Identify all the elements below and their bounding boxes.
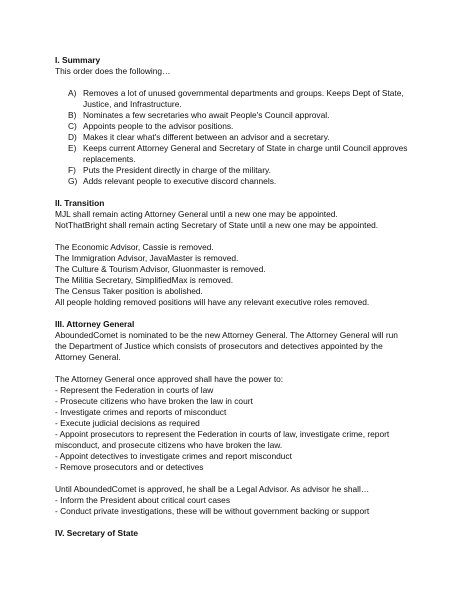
- item-marker: G): [68, 176, 78, 186]
- attorney-paragraph: AboundedComet is nominated to be the new Attorney General. The Attorney General will run the Department of Justice which consists of prosecutors and detectives appointed by the Attorney General.: [55, 330, 398, 362]
- summary-item: [68, 176, 411, 187]
- power-item: - Represent the Federation in courts of law: [55, 385, 214, 395]
- summary-section: [55, 55, 411, 187]
- item-marker: B): [68, 110, 77, 120]
- summary-item: [68, 88, 411, 110]
- powers-intro: The Attorney General once approved shall have the power to:: [55, 374, 284, 384]
- power-item: - Remove prosecutors and or detectives: [55, 462, 204, 472]
- summary-item: [68, 121, 411, 132]
- item-text: Keeps current Attorney General and Secretary of State in charge until Council approves replacements.: [83, 143, 408, 164]
- summary-intro: This order does the following…: [55, 66, 171, 76]
- item-text: Removes a lot of unused governmental departments and groups. Keeps Dept of State, Justice, and Infrastructure.: [83, 88, 404, 109]
- summary-list: [55, 88, 411, 187]
- item-text: Nominates a few secretaries who await People's Council approval.: [83, 110, 330, 120]
- item-text: Adds relevant people to executive discord channels.: [83, 176, 277, 186]
- item-marker: D): [68, 132, 77, 142]
- summary-item: [68, 132, 411, 143]
- state-heading: IV. Secretary of State: [55, 528, 139, 538]
- item-marker: E): [68, 143, 77, 153]
- state-section: [55, 528, 411, 539]
- transition-line: MJL shall remain acting Attorney General until a new one may be appointed.: [55, 209, 338, 219]
- summary-heading: I. Summary: [55, 55, 101, 65]
- attorney-section: [55, 319, 411, 517]
- power-item: - Prosecute citizens who have broken the law in court: [55, 396, 253, 406]
- legal-advisor-item: - Inform the President about critical court cases: [55, 495, 231, 505]
- item-text: Makes it clear what's different between an advisor and a secretary.: [83, 132, 330, 142]
- legal-advisor-intro: Until AboundedComet is approved, he shall be a Legal Advisor. As advisor he shall…: [55, 484, 370, 494]
- item-text: Appoints people to the advisor positions.: [83, 121, 234, 131]
- removal-line: The Culture & Tourism Advisor, Gluonmaster is removed.: [55, 264, 266, 274]
- power-item: - Investigate crimes and reports of misconduct: [55, 407, 227, 417]
- item-text: Puts the President directly in charge of the military.: [83, 165, 271, 175]
- summary-item: [68, 143, 411, 165]
- transition-section: [55, 198, 411, 308]
- attorney-heading: III. Attorney General: [55, 319, 135, 329]
- removal-line: The Immigration Advisor, JavaMaster is removed.: [55, 253, 239, 263]
- transition-line: NotThatBright shall remain acting Secretary of State until a new one may be appointed.: [55, 220, 379, 230]
- removal-line: The Militia Secretary, SimplifiedMax is removed.: [55, 275, 234, 285]
- removal-line: The Economic Advisor, Cassie is removed.: [55, 242, 214, 252]
- removal-line: All people holding removed positions will have any relevant executive roles removed.: [55, 297, 370, 307]
- summary-item: [68, 110, 411, 121]
- power-item: - Appoint prosecutors to represent the Federation in courts of law, investigate crime, report misconduct, and prosecute citizens who have broken the law.: [55, 429, 390, 450]
- item-marker: A): [68, 88, 77, 98]
- legal-advisor-item: - Conduct private investigations, these will be without government backing or support: [55, 506, 370, 516]
- power-item: - Execute judicial decisions as required: [55, 418, 200, 428]
- summary-item: [68, 165, 411, 176]
- power-item: - Appoint detectives to investigate crimes and report misconduct: [55, 451, 292, 461]
- transition-heading: II. Transition: [55, 198, 105, 208]
- item-marker: C): [68, 121, 77, 131]
- item-marker: F): [68, 165, 76, 175]
- removal-line: The Census Taker position is abolished.: [55, 286, 203, 296]
